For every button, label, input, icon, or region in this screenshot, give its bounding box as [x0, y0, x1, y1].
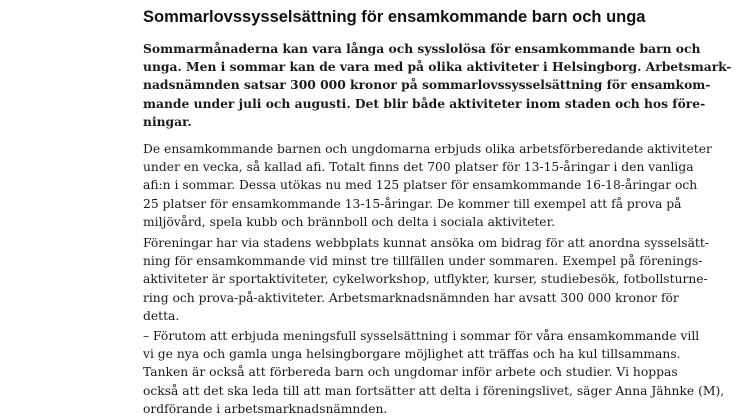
body-line: aktiviteter är sportaktiviteter, cykelworkshop, utflykter, kurser, studiebesök, fotbollsturne-	[143, 272, 708, 287]
body-line: detta.	[143, 308, 180, 323]
body-line: De ensamkommande barnen och ungdomarna erbjuds olika arbetsförberedande aktiviteter	[143, 142, 712, 156]
body-line: Tanken är också att förbereda barn och ungdomar inför arbete och studier. Vi hoppas	[143, 365, 678, 380]
article-lead	[143, 40, 731, 131]
body-line: afi:n i sommar. Dessa utökas nu med 125 platser för ensamkommande 16-18-åringar och	[143, 178, 698, 193]
body-paragraph-2	[143, 234, 709, 325]
body-line: ning för ensamkommande vid minst tre tillfällen under sommaren. Exempel på förenings-	[143, 254, 703, 269]
body-line: ordförande i arbetsmarknadsnämnden.	[143, 401, 388, 416]
body-line: – Förutom att erbjuda meningsfull sysselsättning i sommar för våra ensamkommande vill	[143, 329, 700, 343]
body-paragraph-quote	[143, 327, 724, 418]
lead-line: ningar.	[143, 113, 192, 129]
lead-line: nadsnämnden satsar 300 000 kronor på sommarlovssysselsättning för ensamkom-	[143, 77, 711, 93]
article-title: Sommarlovssysselsättning för ensamkommande barn och unga	[143, 8, 646, 26]
body-line: Föreningar har via stadens webbplats kunnat ansöka om bidrag för att anordna sysselsätt-	[143, 236, 709, 250]
body-paragraph-1	[143, 140, 712, 231]
body-line: ring och prova-på-aktiviteter. Arbetsmarknadsnämnden har avsatt 300 000 kronor för	[143, 290, 679, 305]
lead-line: Sommarmånaderna kan vara långa och sysslolösa för ensamkommande barn och	[143, 41, 701, 56]
body-line: 25 platser för ensamkommande 13-15-åringar. De kommer till exempel att få prova på	[143, 196, 682, 211]
body-line: miljövård, spela kubb och brännboll och delta i sociala aktiviteter.	[143, 214, 556, 229]
body-line: också att det ska leda till att man fortsätter att delta i föreningslivet, säger Anna Jähnke (M),	[143, 383, 725, 398]
lead-line: unga. Men i sommar kan de vara med på olika aktiviteter i Helsingborg. Arbetsmark-	[143, 59, 732, 75]
body-line: under en vecka, så kallad afi. Totalt finns det 700 platser för 13-15-åringar i den vanliga	[143, 160, 694, 175]
lead-line: mande under juli och augusti. Det blir både aktiviteter inom staden och hos före-	[143, 95, 706, 111]
body-line: vi ge nya och gamla unga helsingborgare möjlighet att träffas och ha kul tillsammans.	[143, 347, 681, 362]
